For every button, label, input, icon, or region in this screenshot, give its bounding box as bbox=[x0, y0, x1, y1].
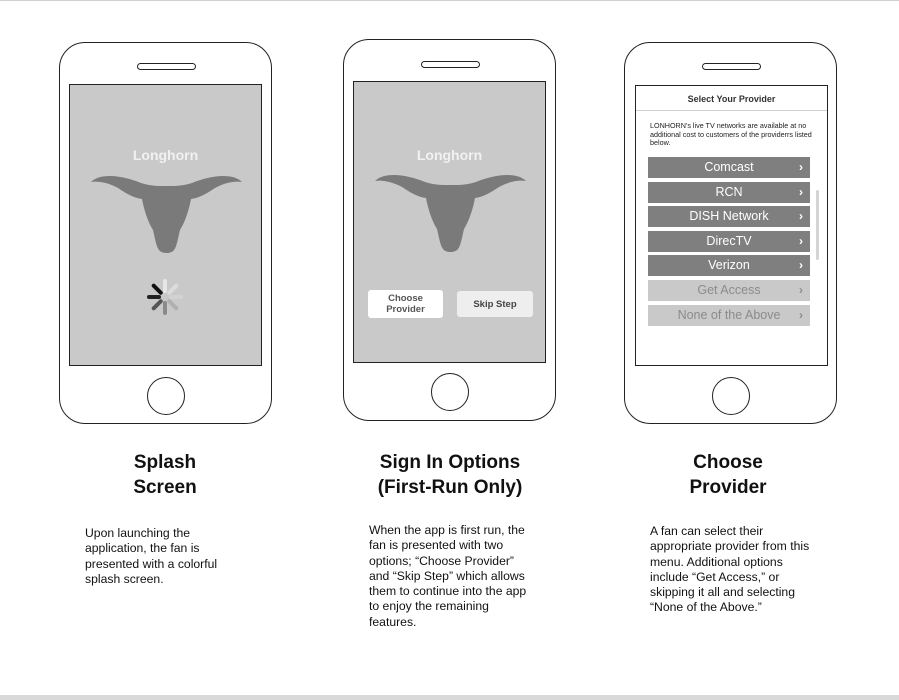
provider-item-rcn[interactable] bbox=[648, 182, 810, 203]
phone-splash bbox=[59, 42, 272, 424]
provider-item-comcast[interactable] bbox=[648, 157, 810, 178]
home-button[interactable] bbox=[147, 377, 185, 415]
none-of-the-above-label: None of the Above bbox=[677, 307, 781, 322]
signin-description: When the app is first run, the fan is presented with two options; “Choose Provider” and “Skip Step” which allows them to continue into the app to enjoy the remaining features. bbox=[369, 523, 527, 629]
provider-item-dish-network[interactable] bbox=[648, 206, 810, 227]
signin-title: Sign In Options (First-Run Only) bbox=[377, 452, 523, 498]
chevron-right-icon: › bbox=[799, 184, 803, 199]
provider-list-scrollbar[interactable] bbox=[816, 190, 819, 260]
chevron-right-icon: › bbox=[799, 282, 803, 297]
get-access-label: Get Access bbox=[697, 282, 761, 297]
provider-label: RCN bbox=[715, 184, 743, 199]
provider-label: Verizon bbox=[708, 258, 750, 273]
provider-description: A fan can select their appropriate provider from this menu. Additional options include “Get Access,” or skipping it all and selecting “None of the Above.” bbox=[650, 524, 810, 615]
chevron-right-icon: › bbox=[799, 307, 803, 322]
longhorn-logo-icon bbox=[89, 170, 244, 255]
provider-item-verizon[interactable] bbox=[648, 255, 810, 276]
signin-brand-text: Longhorn bbox=[416, 147, 483, 163]
home-button[interactable] bbox=[431, 373, 469, 411]
phone-speaker bbox=[702, 63, 761, 70]
chevron-right-icon: › bbox=[799, 209, 803, 224]
frame-bottom-border bbox=[0, 695, 899, 700]
provider-screen bbox=[635, 85, 828, 366]
skip-step-button[interactable]: Skip Step bbox=[457, 291, 533, 317]
provider-label: Comcast bbox=[704, 160, 754, 174]
get-access-item[interactable] bbox=[648, 280, 810, 301]
longhorn-logo-icon bbox=[373, 169, 528, 254]
splash-description: Upon launching the application, the fan is presented with a colorful splash screen. bbox=[85, 526, 218, 586]
phone-speaker bbox=[421, 61, 480, 68]
provider-title: Choose Provider bbox=[689, 452, 767, 498]
splash-screen bbox=[69, 84, 262, 366]
home-button[interactable] bbox=[712, 377, 750, 415]
chevron-right-icon: › bbox=[799, 258, 803, 273]
phone-speaker bbox=[137, 63, 196, 70]
signin-screen bbox=[353, 81, 546, 363]
loading-spinner-icon bbox=[145, 277, 185, 317]
splash-brand-text: Longhorn bbox=[132, 147, 199, 163]
choose-provider-button[interactable]: Choose Provider bbox=[368, 290, 443, 318]
splash-title: Splash Screen bbox=[133, 452, 197, 498]
chevron-right-icon: › bbox=[799, 160, 803, 174]
phone-provider bbox=[624, 42, 837, 424]
provider-list bbox=[648, 157, 810, 329]
provider-item-directv[interactable] bbox=[648, 231, 810, 252]
chevron-right-icon: › bbox=[799, 233, 803, 248]
phone-signin bbox=[343, 39, 556, 421]
none-of-the-above-item[interactable] bbox=[648, 305, 810, 326]
provider-intro-text: LONHORN's live TV networks are available at no additional cost to customers of the providerrs listed below. bbox=[650, 121, 812, 148]
provider-label: DirecTV bbox=[706, 233, 752, 248]
provider-label: DISH Network bbox=[689, 209, 769, 224]
provider-header: Select Your Provider bbox=[636, 86, 827, 111]
frame-top-border bbox=[0, 0, 899, 1]
